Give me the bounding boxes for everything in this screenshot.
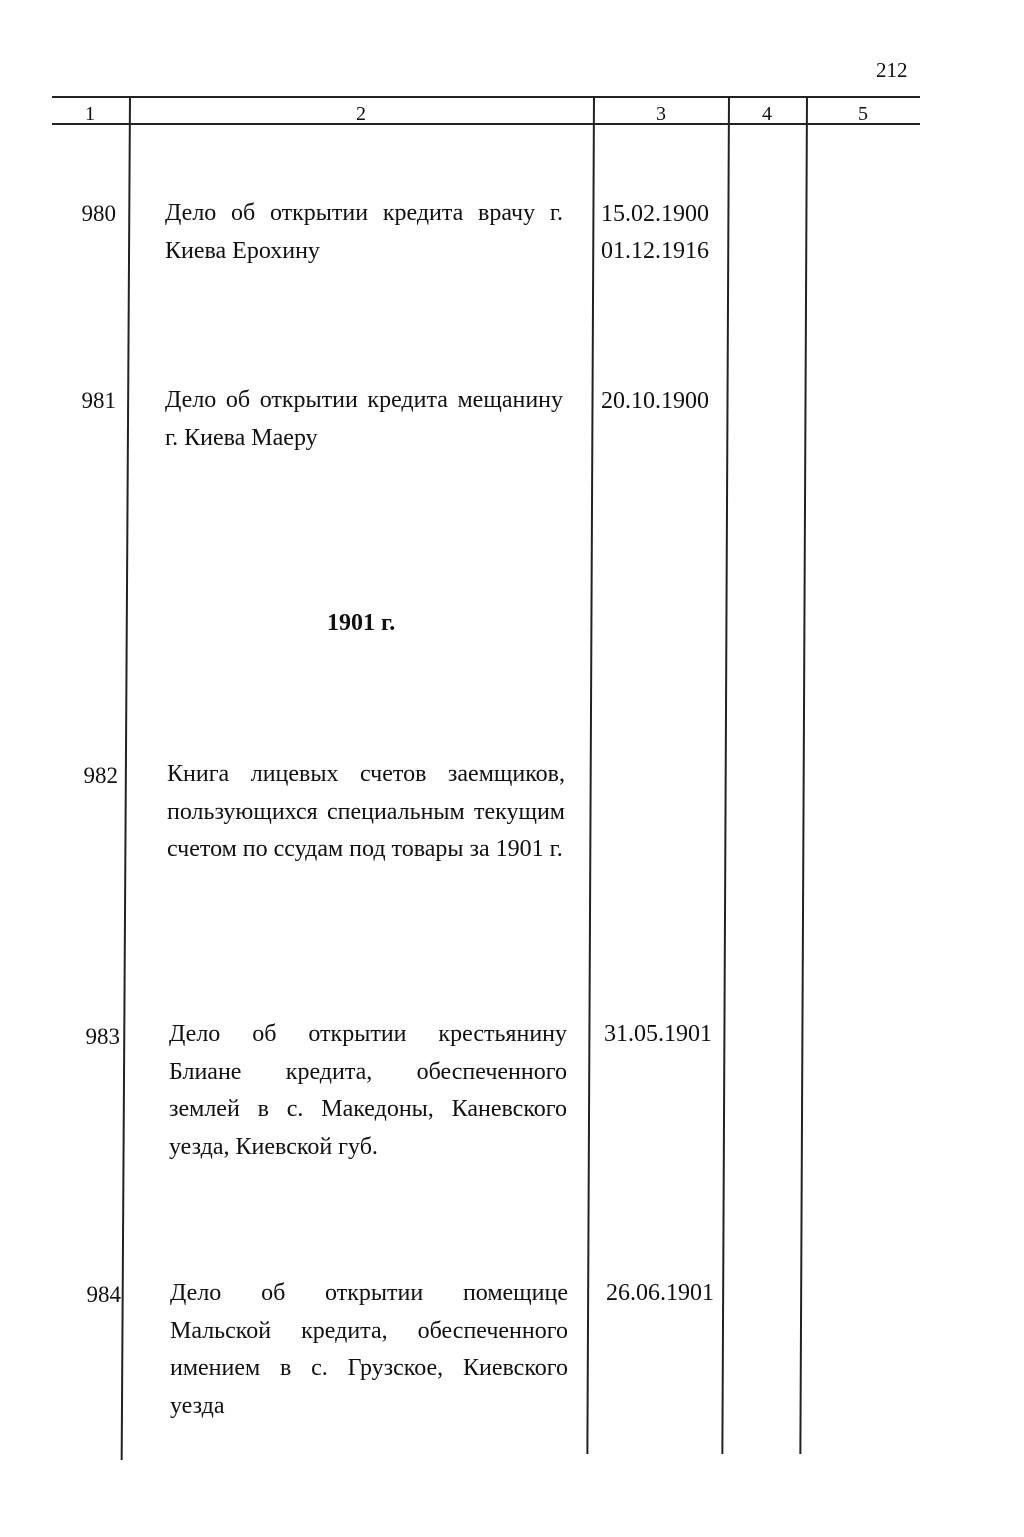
entry-description: Дело об открытии кредита врачу г. Киева Ерохину: [165, 200, 563, 264]
entry-date: 15.02.1900: [601, 201, 709, 227]
section-heading: 1901 г.: [327, 610, 396, 636]
column-header-1: 1: [85, 103, 95, 125]
column-header-5: 5: [858, 103, 868, 125]
table-top-rule: [52, 96, 920, 98]
entry-description: Дело об открытии кредита мещанину г. Киева Маеру: [165, 387, 563, 451]
entry-description: Дело об открытии помещице Мальской кредита, обеспеченного имением в с. Грузское, Киевского уезда: [170, 1280, 568, 1419]
column-header-3: 3: [656, 103, 666, 125]
column-divider-3: [721, 96, 729, 1454]
entry-number: 980: [81, 201, 116, 226]
page-number: 212: [876, 58, 908, 82]
column-divider-2: [586, 96, 594, 1454]
entry-number: 984: [86, 1282, 121, 1307]
entry-number: 983: [85, 1024, 120, 1049]
column-header-4: 4: [762, 103, 772, 125]
column-divider-4: [799, 96, 807, 1454]
entry-number: 982: [83, 763, 118, 788]
entry-date: 20.10.1900: [601, 388, 709, 414]
entry-description: Книга лицевых счетов заемщиков, пользующихся специальным текущим счетом по ссудам под товары за 1901 г.: [167, 761, 565, 862]
entry-date: 26.06.1901: [606, 1280, 714, 1306]
entry-date: 31.05.1901: [604, 1021, 712, 1047]
column-header-2: 2: [356, 103, 366, 125]
entry-description: Дело об открытии крестьянину Блиане кредита, обеспеченного землей в с. Македоны, Каневского уезда, Киевской губ.: [169, 1021, 567, 1160]
entry-number: 981: [81, 388, 116, 413]
column-divider-1: [121, 96, 131, 1460]
entry-date: 01.12.1916: [601, 238, 709, 264]
